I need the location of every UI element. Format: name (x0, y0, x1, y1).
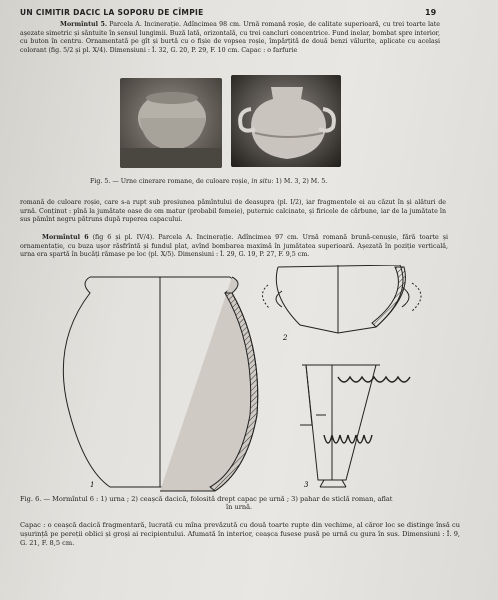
figure-5-caption (90, 178, 430, 186)
grave-5-text: Parcela A. Incinerație. Adîncimea 98 cm. Urnă romană roșie, de calitate superioară, cu trei toarte late așezate simetric și săntuite în sensul lungimii. Buză lată, orizontală, cu trei cancluri concentrice. Fund inelar, bombat spre interior, cu buton în centru. Ornamentată pe gît și burtă cu o fișie de vopsea roșie, împărțită de două benzi vălurite, aplicate cu același colorant (fig. 5/2 și pl. X/4). Dimensiuni : Î. 32, G. 20, P. 29, F. 10 cm. Capac : o farfurie (20, 21, 440, 54)
figure-6-drawings (20, 265, 460, 505)
fig6-label-1: 1 (90, 481, 95, 489)
grave-5-label: Mormîntul 5. (60, 21, 108, 28)
fig5-caption-italic: in situ (251, 178, 272, 185)
fig6-caption-line1: Fig. 6. — Mormîntul 6 : 1) urna ; 2) ceașcă dacică, folosită drept capac pe urnă ; 3) pahar de sticlă roman, aflat (20, 495, 393, 503)
running-header: UN CIMITIR DACIC LA SOPORU DE CÎMPIE (20, 8, 204, 17)
grave-6-label: Mormîntul 6 (42, 234, 89, 241)
fig5-caption-prefix: Fig. 5. — Urne cinerare romane, de culoare roșie, (90, 178, 250, 185)
fig6-caption-line2: în urnă. (226, 503, 253, 511)
figure-6-caption (20, 495, 468, 511)
glass-cup-drawing (300, 365, 410, 487)
paragraph-grave-5 (20, 21, 440, 55)
photo-urn-m5 (231, 75, 341, 167)
page-number: 19 (425, 8, 437, 17)
paragraph-lid: Capac : o ceașcă dacică fragmentară, lucrată cu mîna prevăzută cu două toarte rupte din vechime, al căror loc se distinge însă cu ușurință pe pereții oblici și groși ai recipientului. Afumată în interior, ceașca fusese pusă pe urnă cu gura în sus. Dimensiuni : Î. 9, G. 21, F. 8,5 cm. (20, 521, 460, 547)
fig6-label-3: 3 (304, 481, 309, 489)
paragraph-grave-5-continued: romană de culoare roșie, care s-a rupt sub presiunea pămîntului de deasupra (pl. I/2), iar fragmentele ei au căzut în și alături de urnă. Conținut : pînă la jumătate oase de om matur (probabil femeie), puternic calcinate, și firicele de cărbune, iar de la jumătate în sus pămînt negru pătruns după ruperea capacului. (20, 199, 446, 224)
paragraph-grave-6 (20, 234, 448, 260)
urn-m5-photo-shape (231, 75, 341, 167)
urn-m3-photo-shape (120, 78, 222, 168)
urn-drawing (63, 277, 257, 491)
photo-urn-m3 (120, 78, 222, 168)
dacian-cup-drawing (262, 265, 421, 333)
fig6-label-2: 2 (283, 334, 288, 342)
grave-6-text: (fig 6 și pl. IV/4). Parcela A. Incinerație. Adîncimea 97 cm. Urnă romană brună-cenușie, fără toarte și ornamentație, cu buza ușor răsfrîntă și fundul plat, avînd bombarea maximă în jumătatea superioară. Așezată în poziție verticală, urna era spartă în bucăți rămase pe loc (pl. X/5). Dimensiuni : Î. 29, G. 19, P. 27, F. 9,5 cm. (20, 234, 449, 259)
fig5-caption-suffix: : 1) M. 3, 2) M. 5. (271, 178, 328, 185)
